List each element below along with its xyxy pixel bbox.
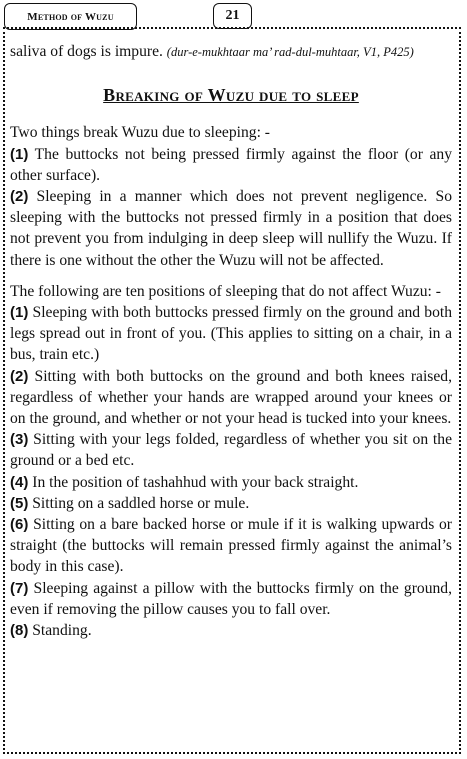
position-item — [10, 578, 452, 620]
position-item — [10, 429, 452, 471]
item-text: Sitting with your legs folded, regardless of whether you sit on the ground or a bed etc. — [10, 431, 452, 470]
break-item-1 — [10, 144, 452, 186]
break-item-2 — [10, 186, 452, 271]
item-number: (5) — [10, 494, 29, 512]
item-text: In the position of tashahhud with your back straight. — [32, 473, 359, 491]
item-number: (3) — [10, 431, 29, 449]
item-text: The buttocks not being pressed firmly against the floor (or any other surface). — [10, 145, 452, 184]
item-text: Sitting on a bare backed horse or mule if it is walking upwards or straight (the buttocks will remain pressed firmly against the animal’s body in this case). — [10, 516, 452, 576]
page-body — [10, 41, 452, 641]
intro-paragraph — [10, 41, 452, 63]
item-text: Sleeping against a pillow with the buttocks firmly on the ground, even if removing the pillow causes you to fall over. — [10, 579, 452, 618]
position-item — [10, 514, 452, 578]
sleep-intro: Two things break Wuzu due to sleeping: - — [10, 124, 270, 142]
position-item — [10, 472, 452, 493]
position-item — [10, 302, 452, 366]
item-number: (7) — [10, 579, 29, 597]
item-text: Sitting with both buttocks on the ground and both knees raised, regardless of whether your hands are wrapped around your knees or on the ground, and whether or not your head is tucked into your knees. — [10, 367, 452, 428]
item-number: (1) — [10, 304, 29, 322]
item-text: Standing. — [32, 622, 92, 640]
position-item — [10, 493, 452, 514]
position-item — [10, 366, 452, 430]
item-number: (2) — [10, 188, 29, 206]
item-text: Sitting on a saddled horse or mule. — [32, 494, 250, 512]
intro-text: saliva of dogs is impure. — [10, 43, 163, 60]
running-header: Method of Wuzu — [4, 3, 137, 30]
item-text: Sleeping with both buttocks pressed firmly on the ground and both legs spread out in front of you. (This applies to sitting on a chair, in a bus, train etc.) — [10, 304, 452, 364]
positions-intro: The following are ten positions of sleeping that do not affect Wuzu: - — [10, 282, 441, 300]
intro-citation: (dur-e-mukhtaar ma’ rad-dul-muhtaar, V1, P425) — [166, 45, 414, 59]
item-number: (4) — [10, 473, 29, 491]
page-number: 21 — [213, 3, 252, 29]
item-number: (2) — [10, 367, 29, 385]
section-heading: Breaking of Wuzu due to sleep — [103, 85, 359, 106]
item-number: (1) — [10, 145, 29, 163]
item-number: (8) — [10, 622, 29, 640]
item-text: Sleeping in a manner which does not prevent negligence. So sleeping with the buttocks not pressed firmly in a position that does not prevent you from indulging in deep sleep will nullify the Wuzu. If there is one without the other the Wuzu will not be affected. — [10, 188, 452, 269]
position-item — [10, 620, 452, 641]
item-number: (6) — [10, 516, 29, 534]
